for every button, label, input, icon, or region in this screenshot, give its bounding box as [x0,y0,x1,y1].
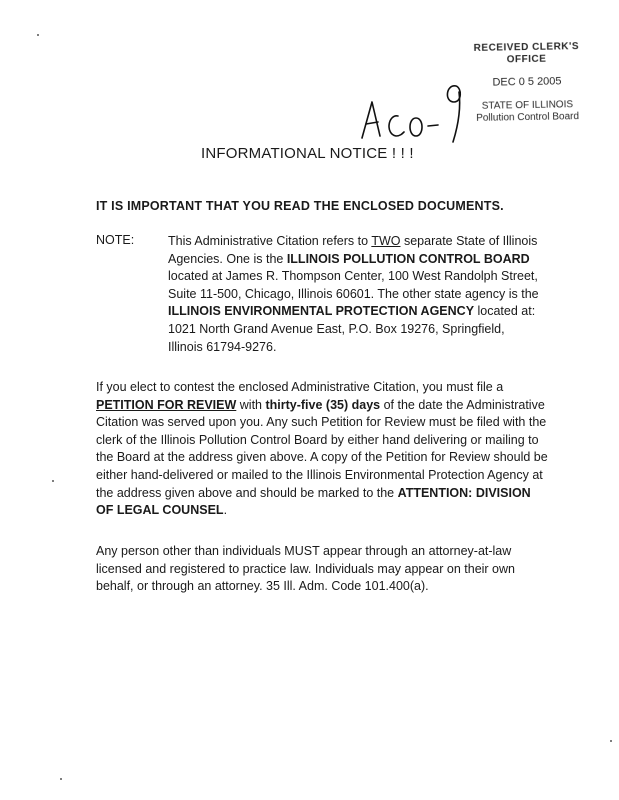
scan-speck [52,480,54,482]
p1-text-3: of the date the Administrative Citation was served upon you. Any such Petition for Review must be filed with the clerk of the Illinois Pollution Control Board by either hand delivering or mailing to the Board at the address given above. A copy of the Petition for Review should be either hand-delivered or mailed to the Illinois Environmental Protection Agency at the address given above and should be marked to the [96,397,548,500]
petition-paragraph [96,379,548,520]
scan-speck [60,778,62,780]
deadline-days: thirty-five (35) days [265,397,381,412]
attention-line: ATTENTION: DIVISION OF LEGAL COUNSEL [96,485,531,518]
stamp-date: DEC 0 5 2005 [492,75,562,89]
p1-text-4: . [223,503,228,518]
note-text-2: separate State of Illinois Agencies. One is the [168,234,538,266]
stamp-office: RECEIVED CLERK'S OFFICE [473,41,580,66]
scan-speck [610,740,612,742]
p1-text-2: with [236,397,266,412]
scan-speck [37,34,39,36]
note-text-1: This Administrative Citation refers to [168,234,372,248]
p1-text-1: If you elect to contest the enclosed Administrative Citation, you must file a [96,380,504,394]
note-label: NOTE: [96,233,135,247]
note-text-4: located at: 1021 North Grand Avenue East, P.O. Box 19276, Springfield, Illinois 61794-9276. [168,304,536,354]
handwritten-case-number [358,76,488,151]
note-agency-name: ILLINOIS ENVIRONMENTAL PROTECTION AGENCY [168,304,475,319]
important-heading: IT IS IMPORTANT THAT YOU READ THE ENCLOSED DOCUMENTS. [96,199,504,213]
stamp-board: Pollution Control Board [476,111,580,124]
note-board-name: ILLINOIS POLLUTION CONTROL BOARD [286,251,530,266]
note-two: TWO [371,234,401,248]
note-body [168,233,540,356]
notice-title: INFORMATIONAL NOTICE ! ! ! [201,145,414,162]
note-text-3: located at James R. Thompson Center, 100 West Randolph Street, Suite 11-500, Chicago, Illinois 60601. The other state agency is the [168,269,539,301]
attorney-paragraph: Any person other than individuals MUST appear through an attorney-at-law licensed and registered to practice law. Individuals may appear on their own behalf, or through an attorney. 35 Ill. Adm. Code 101.400(a). [96,544,515,594]
petition-for-review: PETITION FOR REVIEW [96,397,237,412]
stamp-state: STATE OF ILLINOIS [481,99,574,112]
